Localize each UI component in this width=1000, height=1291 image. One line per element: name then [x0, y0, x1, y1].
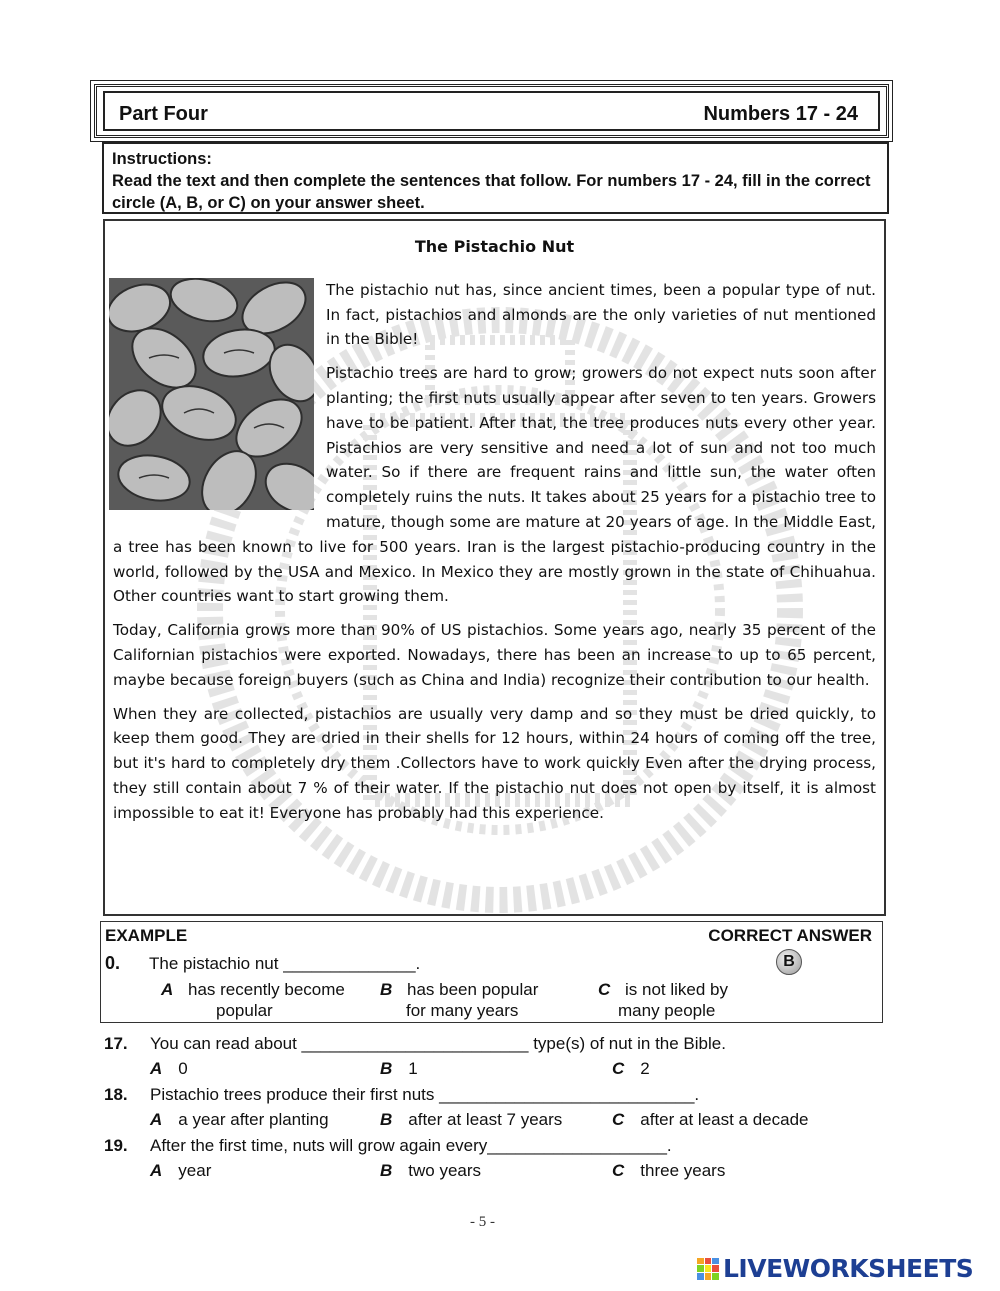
question-number: 19.	[104, 1136, 128, 1155]
instructions-box	[102, 142, 889, 214]
instructions-heading: Instructions:	[112, 150, 212, 168]
example-number: 0.	[105, 953, 121, 973]
option-letter: C	[612, 1059, 625, 1078]
option-text: is not liked by	[625, 980, 729, 999]
example-option-b	[380, 979, 538, 1021]
pistachio-photo	[109, 278, 314, 510]
logo-grid-icon	[697, 1258, 719, 1280]
option-a[interactable]	[150, 1161, 211, 1181]
option-text: two years	[408, 1161, 482, 1180]
option-letter: C	[598, 980, 611, 999]
option-a[interactable]	[150, 1110, 329, 1130]
option-text: many people	[618, 1001, 716, 1020]
correct-answer-label: CORRECT ANSWER	[708, 926, 872, 945]
question-stem: After the first time, nuts will grow again every___________________.	[150, 1136, 672, 1155]
option-text: a year after planting	[178, 1110, 329, 1129]
option-a[interactable]	[150, 1059, 188, 1079]
option-letter: C	[612, 1110, 625, 1129]
example-box	[100, 921, 883, 1023]
liveworksheets-logo[interactable]	[697, 1254, 973, 1283]
option-c[interactable]	[612, 1161, 725, 1181]
page-number: - 5 -	[470, 1214, 495, 1230]
option-text: for many years	[406, 1001, 519, 1020]
option-text: 2	[640, 1059, 650, 1078]
question-number: 17.	[104, 1034, 128, 1053]
option-letter: A	[161, 980, 174, 999]
option-letter: B	[380, 980, 393, 999]
option-text: popular	[216, 1001, 273, 1020]
option-text: after at least a decade	[640, 1110, 809, 1129]
option-letter: C	[612, 1161, 625, 1180]
reading-passage	[103, 219, 886, 916]
option-b[interactable]	[380, 1110, 562, 1130]
question-stem: You can read about ________________________ type(s) of nut in the Bible.	[150, 1034, 726, 1053]
option-letter: B	[380, 1161, 393, 1180]
question-range: Numbers 17 - 24	[703, 103, 858, 125]
logo-text: LIVEWORKSHEETS	[723, 1254, 974, 1283]
passage-title: The Pistachio Nut	[414, 237, 575, 256]
example-option-c	[598, 979, 728, 1021]
option-text: has been popular	[407, 980, 539, 999]
passage-paragraph: The pistachio nut has, since ancient times, been a popular type of nut. In fact, pistachios and almonds are the only varieties of nut mentioned in the Bible!	[326, 280, 876, 349]
question-number: 18.	[104, 1085, 128, 1104]
option-letter: B	[380, 1110, 393, 1129]
section-header	[94, 84, 889, 138]
passage-paragraph: Today, California grows more than 90% of US pistachios. Some years ago, nearly 35 percent of the Californian pistachios were exported. Nowadays, there has been an increase to up to 65 percent, maybe because foreign buyers (such as China and India) recognize their contribution to our health.	[113, 621, 876, 689]
passage-paragraph: Pistachio trees are hard to grow; growers do not expect nuts soon after planting; the first nuts usually appear after seven to ten years. Growers have to be patient. After that, the tree produces nuts every other year. Pistachios are very sensitive and need a lot of sun and not too much water. So if there are frequent rains and little sun, the water often completely ruins the nuts. It takes about 25 years for a pistachio tree to mature, though some are mature at 20 years of age. In the Middle East, a tree has been known to live for 500 years. Iran is the largest pistachio-producing country in the world, followed by the USA and Mexico. In Mexico they are mostly grown in the state of Chihuahua. Other countries want to start growing them.	[113, 364, 876, 606]
option-text: three years	[640, 1161, 726, 1180]
option-text: year	[178, 1161, 212, 1180]
option-text: 1	[408, 1059, 418, 1078]
answer-circle-filled: B	[776, 949, 802, 975]
option-c[interactable]	[612, 1059, 650, 1079]
option-c[interactable]	[612, 1110, 809, 1130]
option-letter: A	[150, 1059, 163, 1078]
instructions-text: Read the text and then complete the sentences that follow. For numbers 17 - 24, fill in the correct circle (A, B, or C) on your answer sheet.	[112, 172, 871, 212]
part-title: Part Four	[119, 103, 208, 125]
example-option-a	[161, 979, 345, 1021]
option-b[interactable]	[380, 1161, 481, 1181]
example-label: EXAMPLE	[105, 926, 188, 945]
example-stem: The pistachio nut ______________.	[149, 954, 421, 973]
option-b[interactable]	[380, 1059, 418, 1079]
option-text: has recently become	[188, 980, 345, 999]
option-letter: B	[380, 1059, 393, 1078]
option-letter: A	[150, 1110, 163, 1129]
option-text: after at least 7 years	[408, 1110, 563, 1129]
option-text: 0	[178, 1059, 188, 1078]
option-letter: A	[150, 1161, 163, 1180]
passage-paragraph: When they are collected, pistachios are usually very damp and so they must be dried quickly, to keep them good. They are dried in their shells for 12 hours, within 24 hours of coming off the tree, but it's hard to completely dry them .Collectors have to work quickly Even after the drying process, they still contain about 7 % of their water. If the pistachio nut does not open by itself, it is almost impossible to eat it! Everyone has probably had this experience.	[113, 704, 876, 822]
question-stem: Pistachio trees produce their first nuts ___________________________.	[150, 1085, 700, 1104]
